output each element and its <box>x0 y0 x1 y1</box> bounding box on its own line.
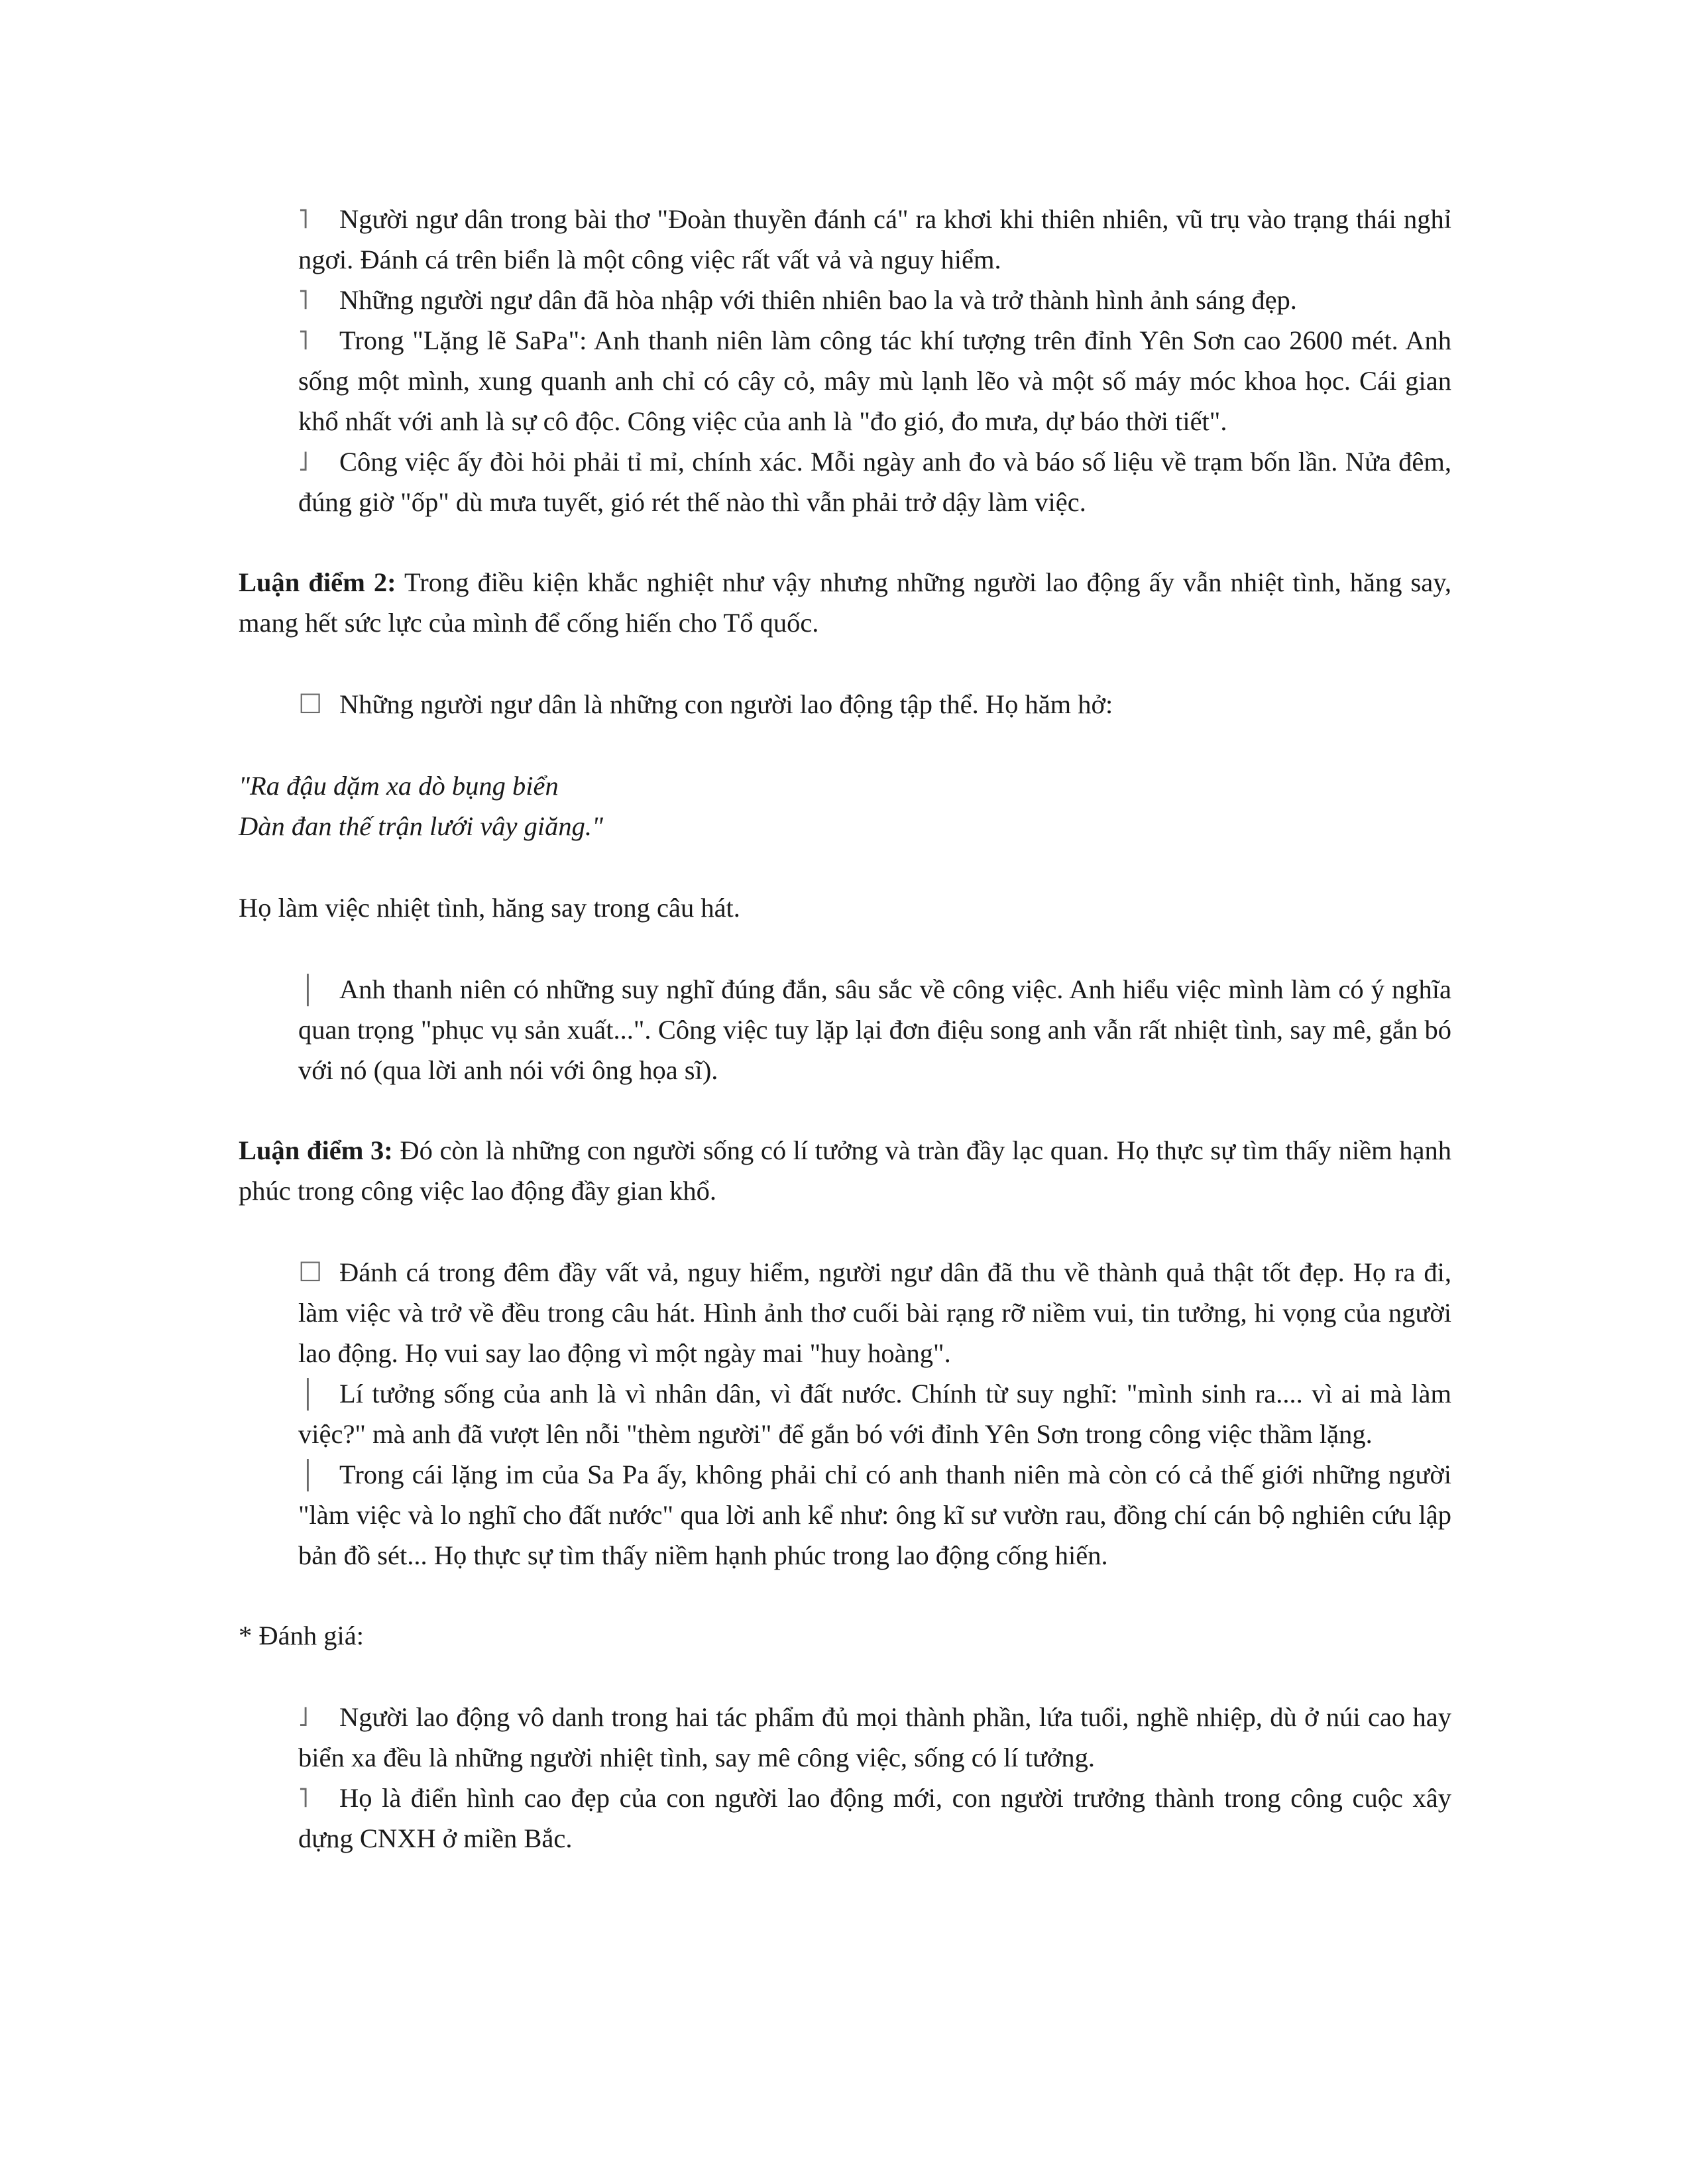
spacer <box>239 928 1451 969</box>
evaluation-heading: * Đánh giá: <box>239 1621 364 1650</box>
bullet-item <box>239 1454 1451 1576</box>
bullet-item <box>239 684 1451 724</box>
bullet-text: Họ là điển hình cao đẹp của con người lao động mới, con người trưởng thành trong công cuộc xây dựng CNXH ở miền Bắc. <box>298 1783 1451 1853</box>
bullet-item <box>239 280 1451 320</box>
poem-line: Dàn đan thế trận lưới vây giăng." <box>239 811 604 841</box>
argument-label: Luận điểm 2: <box>239 567 396 597</box>
bullet-item <box>239 969 1451 1090</box>
bullet-text: Người lao động vô danh trong hai tác phẩm đủ mọi thành phần, lứa tuổi, nghề nhiệp, dù ở núi cao hay biển xa đều là những người nhiệt tình, say mê công việc, sống có lí tưởng. <box>298 1702 1451 1772</box>
poem-line: "Ra đậu dặm xa dò bụng biển <box>239 771 559 801</box>
document-page <box>239 199 1451 1859</box>
body-paragraph: Họ làm việc nhiệt tình, hăng say trong câu hát. <box>239 893 740 923</box>
bullet-text: Trong cái lặng im của Sa Pa ấy, không phải chỉ có anh thanh niên mà còn có cả thế giới những người "làm việc và lo nghĩ cho đất nước" qua lời anh kể như: ông kĩ sư vườn rau, đồng chí cán bộ nghiên cứu lập bản đồ sét... Họ thực sự tìm thấy niềm hạnh phúc trong lao động cống hiến. <box>298 1460 1451 1570</box>
spacer <box>239 1211 1451 1252</box>
spacer <box>239 846 1451 888</box>
spacer <box>239 522 1451 562</box>
bullet-marker-icon: ˥ <box>298 204 309 234</box>
bullet-text: Anh thanh niên có những suy nghĩ đúng đắn, sâu sắc về công việc. Anh hiểu việc mình làm có ý nghĩa quan trọng "phục vụ sản xuất...". Công việc tuy lặp lại đơn điệu song anh vẫn rất nhiệt tình, say mê, gắn bó với nó (qua lời anh nói với ông họa sĩ). <box>298 974 1451 1085</box>
bullet-text: Công việc ấy đòi hỏi phải tỉ mỉ, chính xác. Mỗi ngày anh đo và báo số liệu về trạm bốn lần. Nửa đêm, đúng giờ "ốp" dù mưa tuyết, gió rét thế nào thì vẫn phải trở dậy làm việc. <box>298 447 1451 517</box>
argument-text: Trong điều kiện khắc nghiệt như vậy nhưng những người lao động ấy vẫn nhiệt tình, hăng say, mang hết sức lực của mình để cống hiến cho Tổ quốc. <box>239 567 1452 638</box>
bullet-marker-icon: ˥ <box>298 285 309 315</box>
poem-quote <box>239 766 1451 846</box>
bullet-text: Những người ngư dân đã hòa nhập với thiên nhiên bao la và trở thành hình ảnh sáng đẹp. <box>339 285 1297 315</box>
spacer <box>239 1576 1451 1615</box>
bullet-marker-icon: ˥ <box>298 325 309 355</box>
bullet-marker-icon: │ <box>298 1379 317 1408</box>
bullet-marker-icon: ˩ <box>298 447 309 477</box>
bullet-item <box>239 1697 1451 1778</box>
argument-paragraph <box>239 562 1451 643</box>
bullet-text: Lí tưởng sống của anh là vì nhân dân, vì đất nước. Chính từ suy nghĩ: "mình sinh ra.... vì ai mà làm việc?" mà anh đã vượt lên nỗi "thèm người" để gắn bó với đỉnh Yên Sơn trong công việc thầm lặng. <box>298 1379 1451 1449</box>
bullet-text: Đánh cá trong đêm đầy vất vả, nguy hiểm, người ngư dân đã thu về thành quả thật tốt đẹp. Họ ra đi, làm việc và trở về đều trong câu hát. Hình ảnh thơ cuối bài rạng rỡ niềm vui, tin tưởng, hi vọng của người lao động. Họ vui say lao động vì một ngày mai "huy hoàng". <box>298 1257 1451 1368</box>
bullet-text: Trong "Lặng lẽ SaPa": Anh thanh niên làm công tác khí tượng trên đỉnh Yên Sơn cao 2600 mét. Anh sống một mình, xung quanh anh chỉ có cây cỏ, mây mù lạnh lẽo và một số máy móc khoa học. Cái gian khổ nhất với anh là sự cô độc. Công việc của anh là "đo gió, đo mưa, dự báo thời tiết". <box>298 325 1451 436</box>
bullet-marker-icon: ˩ <box>298 1702 309 1732</box>
argument-paragraph <box>239 1130 1451 1211</box>
bullet-item <box>239 320 1451 441</box>
bullet-item <box>239 1252 1451 1373</box>
argument-label: Luận điểm 3: <box>239 1135 393 1165</box>
bullet-item <box>239 441 1451 522</box>
bullet-marker-icon: ˥ <box>298 1783 309 1813</box>
spacer <box>239 1090 1451 1130</box>
bullet-item <box>239 199 1451 280</box>
argument-text: Đó còn là những con người sống có lí tưởng và tràn đầy lạc quan. Họ thực sự tìm thấy niềm hạnh phúc trong công việc lao động đầy gian khổ. <box>239 1135 1451 1206</box>
bullet-item <box>239 1373 1451 1454</box>
bullet-marker-icon: ☐ <box>298 689 323 719</box>
bullet-item <box>239 1778 1451 1859</box>
spacer <box>239 1656 1451 1697</box>
spacer <box>239 724 1451 766</box>
bullet-text: Người ngư dân trong bài thơ "Đoàn thuyền đánh cá" ra khơi khi thiên nhiên, vũ trụ vào trạng thái nghỉ ngơi. Đánh cá trên biển là một công việc rất vất vả và nguy hiểm. <box>298 204 1451 274</box>
bullet-marker-icon: ☐ <box>298 1257 323 1287</box>
bullet-text: Những người ngư dân là những con người lao động tập thể. Họ hăm hở: <box>339 689 1113 719</box>
bullet-marker-icon: │ <box>298 974 317 1004</box>
bullet-marker-icon: │ <box>298 1460 317 1489</box>
spacer <box>239 643 1451 684</box>
